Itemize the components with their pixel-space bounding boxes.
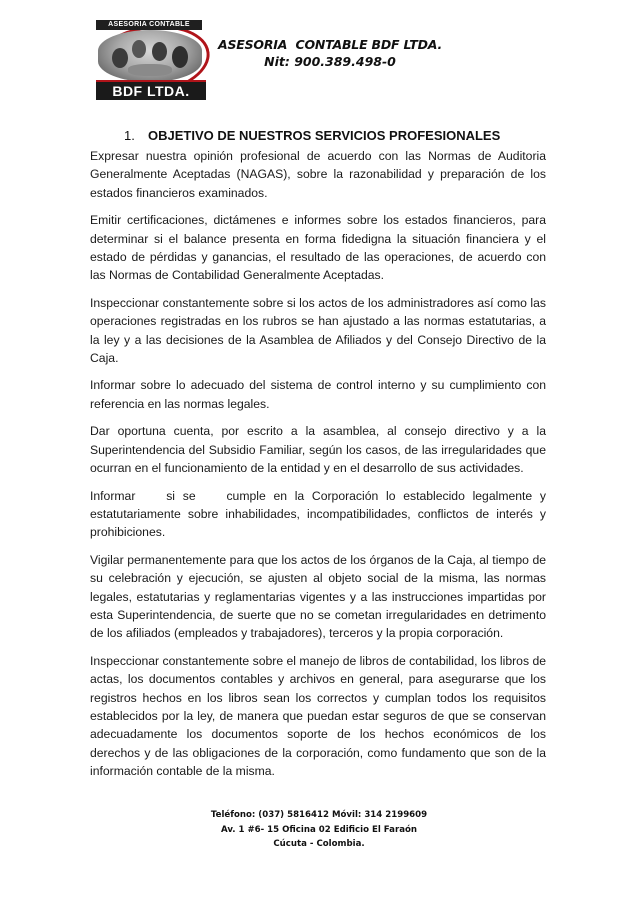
company-name: ASESORIA CONTABLE BDF LTDA. <box>217 37 443 52</box>
company-header <box>200 36 460 70</box>
paragraph: Inspeccionar constantemente sobre el manejo de libros de contabilidad, los libros de actas, los documentos contables y archivos en general, para asegurarse que los registros hechos en los libros sean los correctos y cumplan todos los requisitos establecidos por la ley, de manera que puedan estar seguros de que se conservan adecuadamente los documentos soporte de los hechos económicos de los derechos y de las obligaciones de la corporación, como fundamento que son de la información contable de la misma. <box>90 653 546 779</box>
logo-top-label: ASESORIA CONTABLE <box>96 20 202 30</box>
footer-address: Av. 1 #6- 15 Oficina 02 Edificio El Faraón <box>220 824 418 835</box>
paragraph: Vigilar permanentemente para que los actos de los órganos de la Caja, al tiempo de su celebración y ejecución, se ajusten al objeto social de la misma, las normas legales, estatutarias y reglamentarias vigentes y a las instrucciones impartidas por esta Superintendencia, de suerte que no se cometan irregularidades en detrimento de los afiliados (empleados y trabajadores), terceros y la propia corporación. <box>90 552 546 641</box>
section-number: 1. <box>124 128 135 143</box>
paragraph: Inspeccionar constantemente sobre si los actos de los administradores así como las operaciones registradas en los rubros se han ajustado a las normas estatutarias, a la ley y a las decisiones de la Asamblea de Afiliados y del Consejo Directivo de la Caja. <box>90 295 546 366</box>
footer-phone: Teléfono: (037) 5816412 Móvil: 314 2199609 <box>210 810 428 820</box>
company-logo <box>88 18 210 100</box>
paragraph: Dar oportuna cuenta, por escrito a la asamblea, al consejo directivo y a la Superintendencia del Subsidio Familiar, según los casos, de las irregularidades que ocurran en el funcionamiento de la entidad y en el desarrollo de sus actividades. <box>90 424 546 476</box>
footer-city: Cúcuta - Colombia. <box>273 839 365 849</box>
logo-meeting-photo <box>98 30 202 82</box>
section-heading <box>124 128 500 143</box>
section-title: OBJETIVO DE NUESTROS SERVICIOS PROFESIONALES <box>148 128 501 143</box>
logo-bottom-label: BDF LTDA. <box>96 80 206 100</box>
document-body <box>90 147 550 790</box>
page-footer <box>0 808 638 852</box>
paragraph: Informar si se cumple en la Corporación lo establecido legalmente y estatutariamente sobre inhabilidades, incompatibilidades, conflictos de interés y prohibiciones. <box>90 488 550 540</box>
paragraph: Emitir certificaciones, dictámenes e informes sobre los estados financieros, para determinar si el balance presenta en forma fidedigna la situación financiera y el estado de pérdidas y ganancias, el resultado de las operaciones, de acuerdo con las Normas de Contabilidad Generalmente Aceptadas. <box>90 213 546 283</box>
paragraph: Informar sobre lo adecuado del sistema de control interno y su cumplimiento con referencia en las normas legales. <box>90 378 546 411</box>
company-nit: Nit: 900.389.498-0 <box>264 54 396 69</box>
paragraph: Expresar nuestra opinión profesional de acuerdo con las Normas de Auditoria Generalmente Aceptadas (NAGAS), sobre la razonabilidad y preparación de los estados financieros examinados. <box>90 149 546 200</box>
